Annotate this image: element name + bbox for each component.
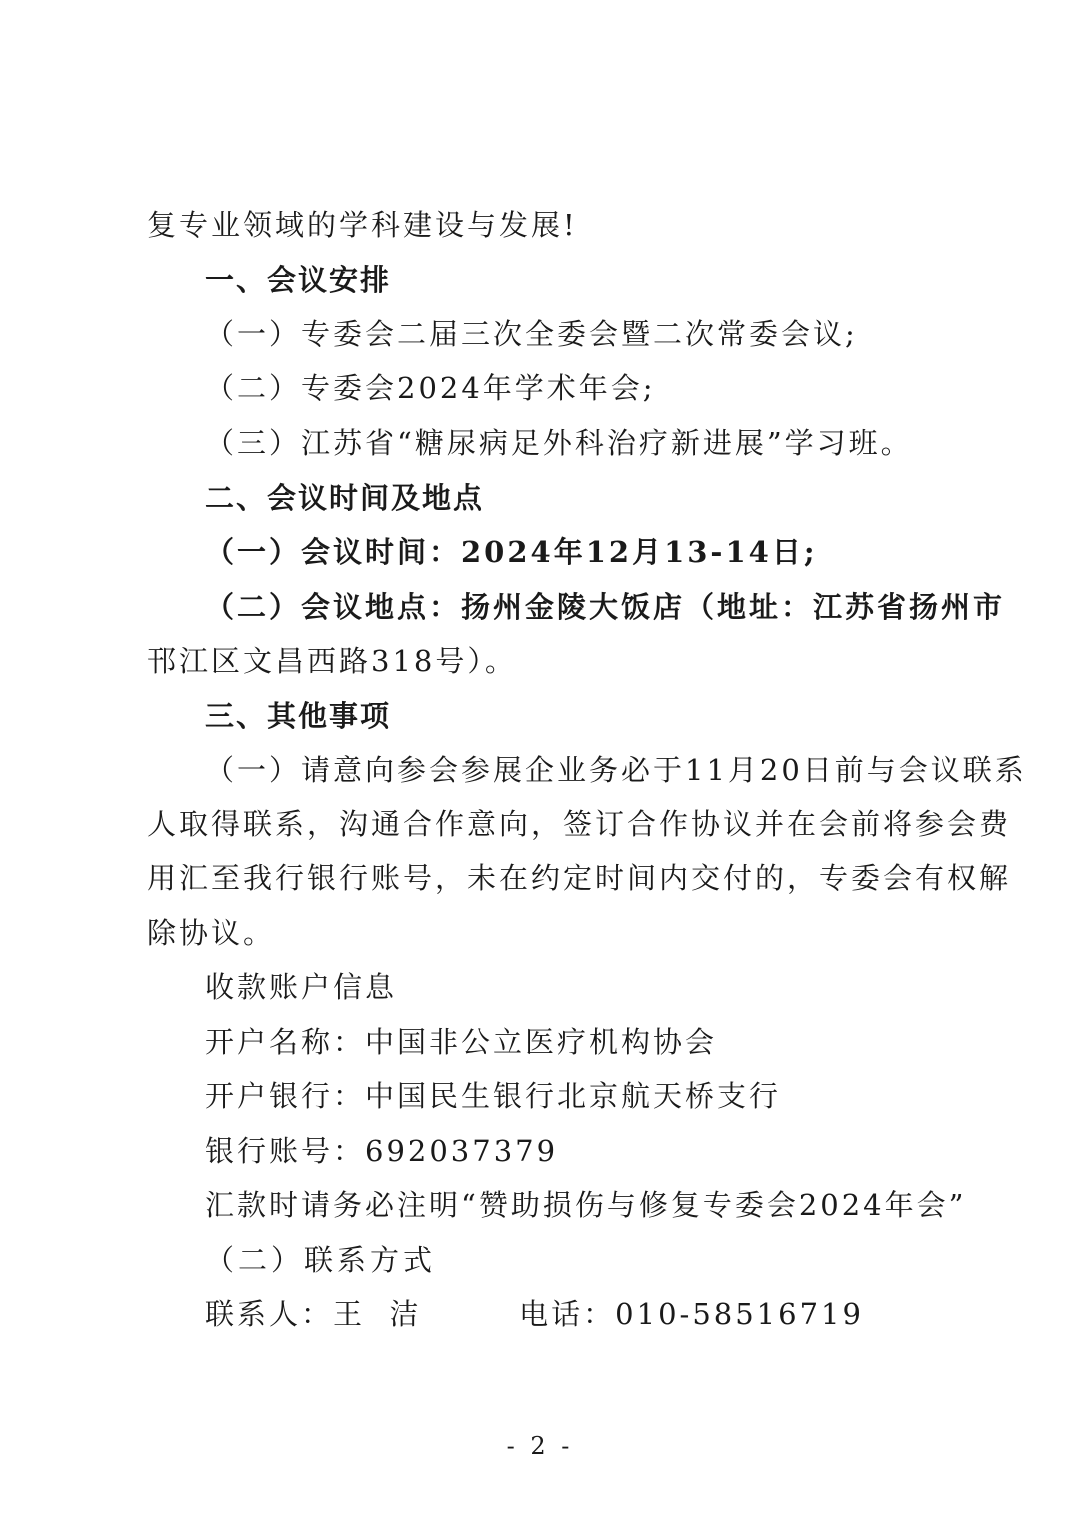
list-item-2-2: （二）会议地点：扬州金陵大饭店（地址：江苏省扬州市	[205, 590, 1006, 624]
account-info-title: 收款账户信息	[205, 970, 398, 1004]
list-item-1-1: （一）专委会二届三次全委会暨二次常委会议;	[205, 317, 858, 351]
list-item-2-1: （一）会议时间：2024年12月13-14日;	[205, 535, 818, 569]
paragraph-3-1-line-1: （一）请意向参会参展企业务必于11月20日前与会议联系	[205, 753, 1027, 787]
list-item-1-2: （二）专委会2024年学术年会;	[205, 371, 656, 405]
account-name: 开户名称：中国非公立医疗机构协会	[205, 1025, 718, 1059]
section-heading-meeting-arrangement: 一、会议安排	[205, 263, 392, 297]
remittance-note: 汇款时请务必注明“赞助损伤与修复专委会2024年会”	[205, 1188, 967, 1222]
account-bank: 开户银行：中国民生银行北京航天桥支行	[205, 1079, 782, 1113]
paragraph-3-1-line-4: 除协议。	[147, 916, 276, 950]
list-item-1-3: （三）江苏省“糖尿病足外科治疗新进展”学习班。	[205, 426, 913, 460]
account-number: 银行账号：692037379	[205, 1134, 559, 1168]
page-number: - 2 -	[506, 1432, 574, 1460]
section-heading-time-place: 二、会议时间及地点	[205, 481, 485, 515]
paragraph-3-1-line-2: 人取得联系，沟通合作意向，签订合作协议并在会前将参会费	[147, 807, 1012, 841]
paragraph-3-1-line-3: 用汇至我行银行账号，未在约定时间内交付的，专委会有权解	[147, 861, 1012, 895]
list-item-2-2-continued: 邗江区文昌西路318号）。	[147, 644, 517, 678]
contact-heading: （二）联系方式	[205, 1243, 437, 1277]
paragraph-continuation: 复专业领域的学科建设与发展!	[147, 208, 578, 242]
contact-info: 联系人：王 洁 电话：010-58516719	[205, 1297, 864, 1331]
section-heading-other-matters: 三、其他事项	[205, 699, 392, 733]
